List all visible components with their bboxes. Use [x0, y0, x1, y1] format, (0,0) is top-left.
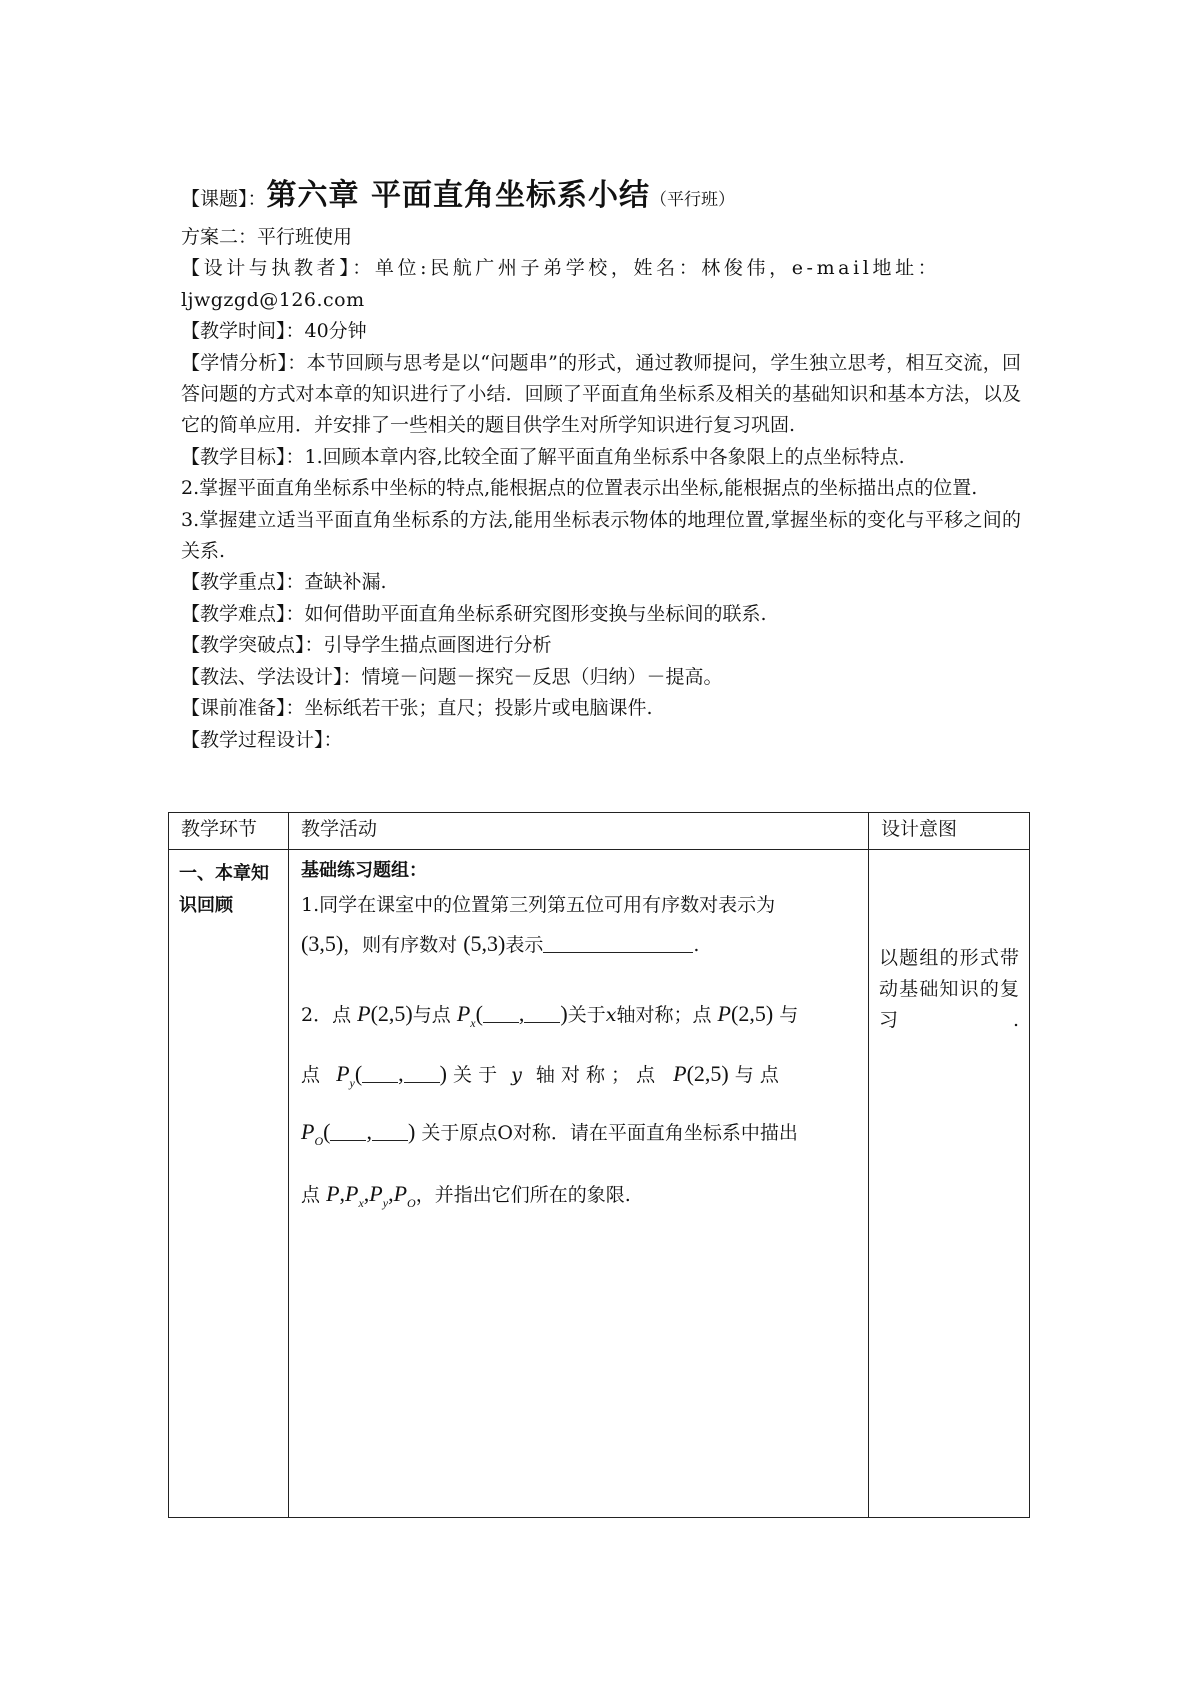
px-blank-x[interactable] — [483, 1006, 519, 1023]
q2-y-tail: 轴 对 称 ； 点 — [535, 1064, 656, 1086]
q2-prefix: 2．点 — [301, 1004, 352, 1026]
method-line: 【教法、学法设计】：情境－问题－探究－反思（归纳）－提高。 — [181, 665, 723, 688]
q2-o-tail: 关于原点O对称．请在平面直角坐标系中描出 — [421, 1122, 798, 1144]
goal-2: 2.掌握平面直角坐标系中坐标的特点,能根据点的位置表示出坐标,能根据点的坐标描出点的位置. — [181, 477, 978, 500]
question-2-line-3 — [301, 1118, 798, 1149]
q2-with3: 与 点 — [734, 1064, 779, 1086]
process-heading: 【教学过程设计】： — [181, 728, 343, 751]
q1-end: 表示 — [505, 934, 544, 956]
time-line: 【教学时间】：40分钟 — [181, 320, 367, 343]
py-blank-y[interactable] — [404, 1066, 440, 1083]
exercise-heading: 基础练习题组： — [301, 860, 427, 881]
key-point-line: 【教学重点】：查缺补漏. — [181, 571, 387, 594]
point-p: P(2,5) — [357, 1001, 413, 1026]
header-stage: 教学环节 — [169, 813, 289, 850]
intent-cell — [869, 850, 1030, 1518]
point-p-2: P(2,5) — [717, 1001, 774, 1026]
analysis-paragraph: 【学情分析】：本节回顾与思考是以“问题串”的形式，通过教师提问，学生独立思考，相互交流，回答问题的方式对本章的知识进行了小结．回顾了平面直角坐标系及相关的基础知识和基本方法，以及它的简单应用．并安排了一些相关的题目供学生对所学知识进行复习巩固. — [181, 351, 1021, 437]
q2-with2: 与 — [779, 1004, 799, 1026]
question-2-line-1 — [301, 1000, 798, 1031]
px-blank-y[interactable] — [524, 1006, 560, 1023]
question-1-text: 1.同学在课室中的位置第三列第五位可用有序数对表示为 — [301, 894, 776, 916]
process-table — [168, 812, 1030, 1518]
plan-line: 方案二：平行班使用 — [181, 226, 353, 248]
header-intent: 设计意图 — [869, 813, 1030, 850]
po-blank-x[interactable] — [330, 1124, 366, 1141]
email-line: ljwgzgd@126.com — [181, 288, 365, 311]
activity-cell — [289, 850, 869, 1518]
design-intent: 以题组的形式带动基础知识的复习. — [879, 947, 1019, 1031]
q2-with: 与点 — [412, 1004, 451, 1026]
breakthrough-line: 【教学突破点】：引导学生描点画图进行分析 — [181, 634, 552, 657]
q2-x-tail: 轴对称；点 — [616, 1004, 712, 1026]
po-blank-y[interactable] — [372, 1124, 408, 1141]
q1-period: . — [693, 934, 700, 956]
title-note: （平行班） — [649, 190, 735, 210]
question-2-line-2 — [301, 1060, 851, 1091]
header-activity: 教学活动 — [289, 813, 869, 850]
lesson-title — [181, 170, 735, 214]
point-po: $P_O$( , ) — [301, 1119, 416, 1148]
stage-cell: 一、本章知识回顾 — [169, 850, 289, 1518]
goal-1: 【教学目标】：1.回顾本章内容,比较全面了解平面直角坐标系中各象限上的点坐标特点. — [181, 445, 905, 468]
question-1-line-2 — [301, 930, 699, 957]
q2-final-prefix: 点 — [301, 1184, 321, 1206]
table-header-row — [169, 813, 1030, 850]
point-py: $P_y$( , ) — [336, 1061, 447, 1090]
goal-3: 3.掌握建立适当平面直角坐标系的方法,能用坐标表示物体的地理位置,掌握坐标的变化与平移之间的关系. — [181, 508, 1021, 563]
title-label: 【课题】： — [181, 188, 267, 210]
q2-final-tail: ，并指出它们所在的象限. — [415, 1184, 631, 1206]
py-blank-x[interactable] — [362, 1066, 398, 1083]
points-list: $P,P_x,P_y,P_O$ — [326, 1181, 416, 1210]
question-2-line-4 — [301, 1180, 631, 1211]
lesson-meta — [181, 222, 1021, 756]
table-row — [169, 850, 1030, 1518]
preparation-line: 【课前准备】：坐标纸若干张；直尺；投影片或电脑课件. — [181, 697, 653, 720]
pair-a: (3,5) — [301, 931, 344, 956]
title-main: 第六章 平面直角坐标系小结 — [266, 178, 650, 213]
difficulty-line: 【教学难点】：如何借助平面直角坐标系研究图形变换与坐标间的联系. — [181, 602, 767, 625]
q1-mid: ，则有序数对 — [343, 934, 458, 956]
q2-pt-word: 点 — [301, 1064, 321, 1086]
answer-blank[interactable] — [543, 936, 693, 953]
designer-line: 【设计与执教者】：单位:民航广州子弟学校，姓名：林俊伟，e-mail地址： — [181, 257, 941, 280]
q2-x-sym: 关于 — [567, 1004, 606, 1026]
q2-y-sym: 关 于 — [453, 1064, 498, 1086]
point-p-3: P(2,5) — [673, 1061, 729, 1086]
point-px: $P_x$( , ) — [456, 1001, 568, 1030]
pair-b: (5,3) — [463, 931, 506, 956]
x-axis-symbol: x — [605, 1004, 617, 1026]
y-axis-symbol: y — [511, 1064, 522, 1086]
